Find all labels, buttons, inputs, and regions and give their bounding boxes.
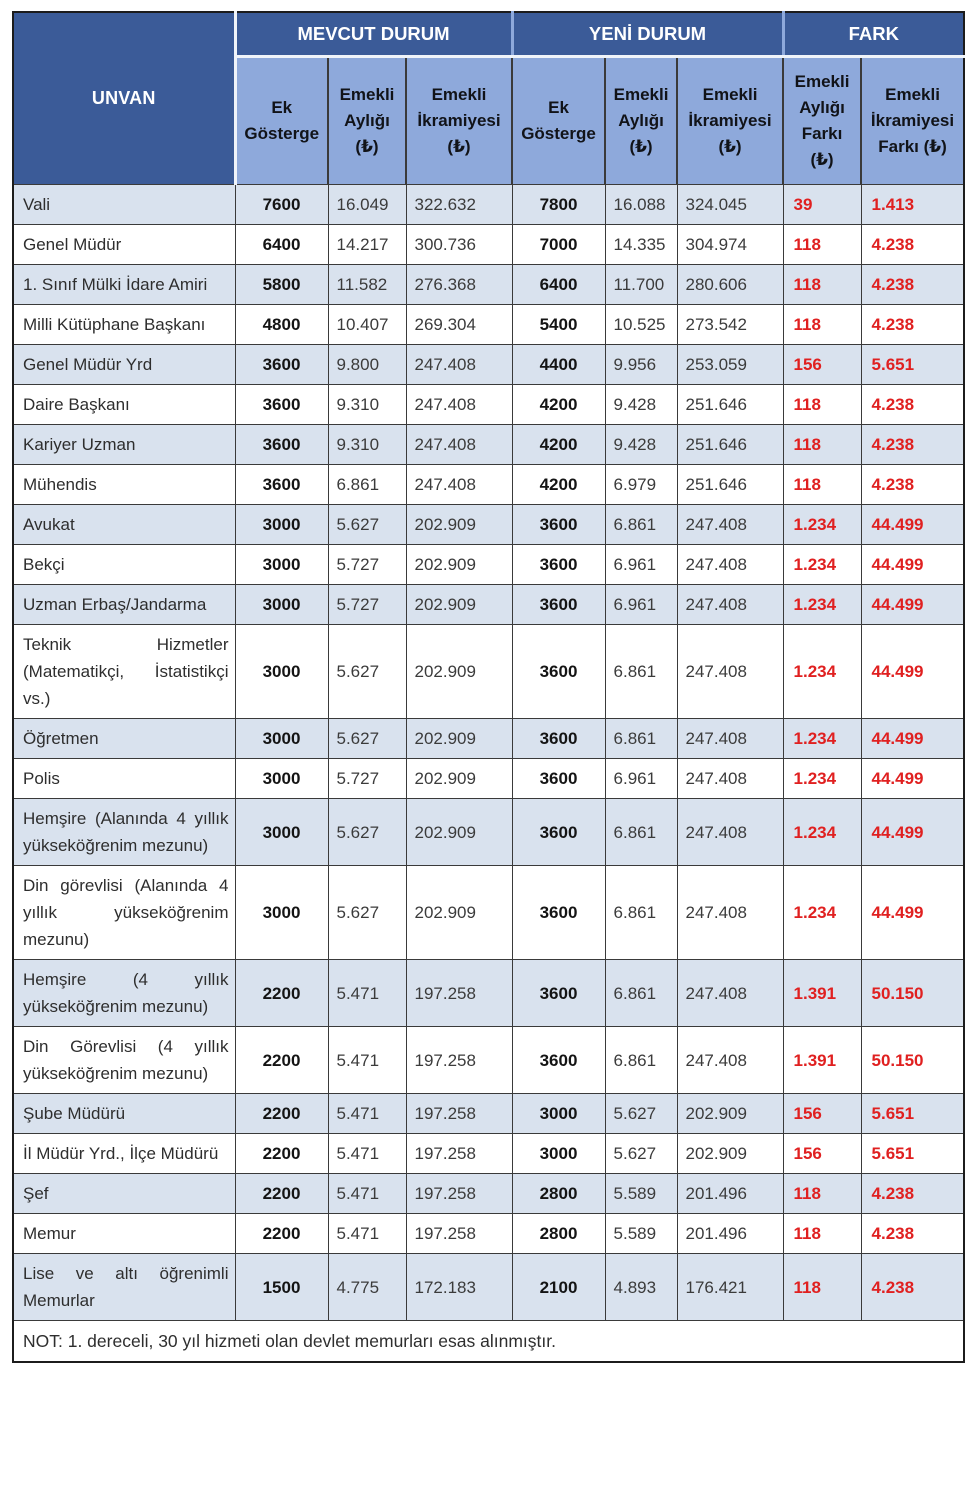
cell-mevcut-ek-gosterge: 3600 [235, 345, 328, 385]
cell-yeni-emekli-ikramiyesi: 251.646 [677, 465, 783, 505]
cell-mevcut-emekli-ayligi: 5.727 [328, 759, 406, 799]
cell-yeni-emekli-ikramiyesi: 247.408 [677, 505, 783, 545]
cell-fark-emekli-ikramiyesi: 5.651 [861, 1134, 964, 1174]
cell-unvan: Hemşire (Alanında 4 yıllık yükseköğrenim mezunu) [13, 799, 235, 866]
cell-yeni-emekli-ayligi: 5.589 [605, 1174, 677, 1214]
table-row [13, 1094, 964, 1134]
cell-mevcut-emekli-ayligi: 5.627 [328, 719, 406, 759]
cell-mevcut-emekli-ikramiyesi: 202.909 [406, 759, 512, 799]
cell-mevcut-emekli-ikramiyesi: 202.909 [406, 719, 512, 759]
cell-mevcut-ek-gosterge: 2200 [235, 1094, 328, 1134]
cell-fark-emekli-ayligi: 1.234 [783, 585, 861, 625]
cell-unvan: Şef [13, 1174, 235, 1214]
cell-fark-emekli-ayligi: 118 [783, 465, 861, 505]
cell-mevcut-emekli-ayligi: 4.775 [328, 1254, 406, 1321]
cell-yeni-emekli-ikramiyesi: 280.606 [677, 265, 783, 305]
cell-mevcut-ek-gosterge: 3000 [235, 719, 328, 759]
cell-fark-emekli-ayligi: 156 [783, 1134, 861, 1174]
cell-mevcut-ek-gosterge: 2200 [235, 1134, 328, 1174]
table-row [13, 425, 964, 465]
cell-fark-emekli-ikramiyesi: 4.238 [861, 385, 964, 425]
cell-fark-emekli-ayligi: 118 [783, 1174, 861, 1214]
cell-yeni-ek-gosterge: 4200 [512, 385, 605, 425]
cell-unvan: İl Müdür Yrd., İlçe Müdürü [13, 1134, 235, 1174]
cell-yeni-emekli-ayligi: 6.861 [605, 505, 677, 545]
cell-yeni-ek-gosterge: 3600 [512, 625, 605, 719]
cell-unvan: Memur [13, 1214, 235, 1254]
cell-yeni-emekli-ayligi: 9.428 [605, 385, 677, 425]
cell-yeni-emekli-ayligi: 6.961 [605, 759, 677, 799]
cell-mevcut-ek-gosterge: 3600 [235, 385, 328, 425]
cell-fark-emekli-ayligi: 1.234 [783, 759, 861, 799]
table-row [13, 1174, 964, 1214]
column-header-fark-emekli-ikramiyesi: Emekli İkramiyesi Farkı (₺) [861, 57, 964, 185]
cell-unvan: Mühendis [13, 465, 235, 505]
cell-fark-emekli-ikramiyesi: 44.499 [861, 759, 964, 799]
cell-unvan: Şube Müdürü [13, 1094, 235, 1134]
cell-yeni-ek-gosterge: 3600 [512, 545, 605, 585]
table-row [13, 719, 964, 759]
cell-unvan: Öğretmen [13, 719, 235, 759]
cell-yeni-ek-gosterge: 3600 [512, 759, 605, 799]
cell-fark-emekli-ayligi: 1.391 [783, 1027, 861, 1094]
table-row [13, 1027, 964, 1094]
cell-mevcut-emekli-ikramiyesi: 202.909 [406, 799, 512, 866]
group-header-mevcut-durum: MEVCUT DURUM [235, 12, 512, 57]
cell-yeni-emekli-ikramiyesi: 201.496 [677, 1214, 783, 1254]
cell-fark-emekli-ayligi: 39 [783, 185, 861, 225]
cell-fark-emekli-ikramiyesi: 44.499 [861, 585, 964, 625]
cell-unvan: Genel Müdür [13, 225, 235, 265]
cell-fark-emekli-ayligi: 1.234 [783, 719, 861, 759]
cell-unvan: Din görevlisi (Alanında 4 yıllık yükseköğrenim mezunu) [13, 866, 235, 960]
cell-fark-emekli-ikramiyesi: 44.499 [861, 866, 964, 960]
table-row [13, 585, 964, 625]
cell-mevcut-emekli-ayligi: 5.727 [328, 545, 406, 585]
group-header-yeni-durum: YENİ DURUM [512, 12, 783, 57]
cell-mevcut-ek-gosterge: 6400 [235, 225, 328, 265]
cell-yeni-emekli-ayligi: 6.861 [605, 1027, 677, 1094]
footnote-text: NOT: 1. dereceli, 30 yıl hizmeti olan devlet memurları esas alınmıştır. [13, 1321, 964, 1363]
cell-mevcut-ek-gosterge: 5800 [235, 265, 328, 305]
cell-yeni-ek-gosterge: 7000 [512, 225, 605, 265]
table-row [13, 385, 964, 425]
cell-mevcut-emekli-ayligi: 5.471 [328, 1027, 406, 1094]
cell-yeni-ek-gosterge: 2100 [512, 1254, 605, 1321]
table-row [13, 960, 964, 1027]
cell-mevcut-emekli-ikramiyesi: 197.258 [406, 1134, 512, 1174]
cell-fark-emekli-ikramiyesi: 4.238 [861, 305, 964, 345]
cell-fark-emekli-ikramiyesi: 4.238 [861, 1254, 964, 1321]
cell-fark-emekli-ikramiyesi: 44.499 [861, 719, 964, 759]
cell-fark-emekli-ikramiyesi: 44.499 [861, 505, 964, 545]
cell-mevcut-emekli-ayligi: 5.727 [328, 585, 406, 625]
cell-yeni-emekli-ayligi: 9.428 [605, 425, 677, 465]
cell-mevcut-emekli-ayligi: 9.310 [328, 425, 406, 465]
cell-mevcut-emekli-ikramiyesi: 202.909 [406, 625, 512, 719]
cell-fark-emekli-ayligi: 118 [783, 225, 861, 265]
table-row [13, 185, 964, 225]
salary-comparison-table [12, 11, 965, 1363]
cell-yeni-emekli-ayligi: 6.861 [605, 866, 677, 960]
cell-yeni-ek-gosterge: 4200 [512, 425, 605, 465]
cell-fark-emekli-ayligi: 118 [783, 265, 861, 305]
cell-fark-emekli-ikramiyesi: 4.238 [861, 465, 964, 505]
cell-unvan: Polis [13, 759, 235, 799]
table-row [13, 1254, 964, 1321]
cell-yeni-ek-gosterge: 3600 [512, 799, 605, 866]
table-row [13, 225, 964, 265]
cell-mevcut-emekli-ayligi: 14.217 [328, 225, 406, 265]
cell-mevcut-ek-gosterge: 2200 [235, 960, 328, 1027]
cell-unvan: Din Görevlisi (4 yıllık yükseköğrenim mezunu) [13, 1027, 235, 1094]
cell-yeni-emekli-ayligi: 11.700 [605, 265, 677, 305]
table-row [13, 465, 964, 505]
table-row [13, 505, 964, 545]
cell-mevcut-ek-gosterge: 4800 [235, 305, 328, 345]
cell-mevcut-ek-gosterge: 3600 [235, 465, 328, 505]
cell-mevcut-emekli-ikramiyesi: 172.183 [406, 1254, 512, 1321]
cell-yeni-ek-gosterge: 5400 [512, 305, 605, 345]
cell-unvan: 1. Sınıf Mülki İdare Amiri [13, 265, 235, 305]
column-header-yeni-emekli-ayligi: Emekli Aylığı (₺) [605, 57, 677, 185]
cell-mevcut-emekli-ikramiyesi: 276.368 [406, 265, 512, 305]
cell-unvan: Daire Başkanı [13, 385, 235, 425]
cell-yeni-emekli-ikramiyesi: 251.646 [677, 425, 783, 465]
table-row [13, 345, 964, 385]
cell-fark-emekli-ayligi: 1.234 [783, 799, 861, 866]
cell-mevcut-emekli-ayligi: 16.049 [328, 185, 406, 225]
cell-fark-emekli-ikramiyesi: 50.150 [861, 960, 964, 1027]
cell-fark-emekli-ayligi: 1.234 [783, 866, 861, 960]
cell-fark-emekli-ikramiyesi: 44.499 [861, 799, 964, 866]
cell-yeni-emekli-ayligi: 5.589 [605, 1214, 677, 1254]
cell-mevcut-ek-gosterge: 3000 [235, 505, 328, 545]
table-row [13, 1134, 964, 1174]
cell-mevcut-emekli-ikramiyesi: 197.258 [406, 1027, 512, 1094]
cell-fark-emekli-ayligi: 118 [783, 1214, 861, 1254]
cell-yeni-ek-gosterge: 3000 [512, 1134, 605, 1174]
cell-fark-emekli-ikramiyesi: 44.499 [861, 625, 964, 719]
cell-mevcut-emekli-ayligi: 9.310 [328, 385, 406, 425]
cell-mevcut-emekli-ikramiyesi: 197.258 [406, 1174, 512, 1214]
cell-unvan: Vali [13, 185, 235, 225]
cell-yeni-emekli-ikramiyesi: 247.408 [677, 1027, 783, 1094]
cell-mevcut-emekli-ikramiyesi: 269.304 [406, 305, 512, 345]
cell-fark-emekli-ikramiyesi: 4.238 [861, 425, 964, 465]
cell-mevcut-emekli-ikramiyesi: 197.258 [406, 1094, 512, 1134]
cell-fark-emekli-ayligi: 1.391 [783, 960, 861, 1027]
cell-mevcut-emekli-ikramiyesi: 197.258 [406, 1214, 512, 1254]
cell-unvan: Milli Kütüphane Başkanı [13, 305, 235, 345]
cell-yeni-emekli-ayligi: 6.979 [605, 465, 677, 505]
cell-yeni-emekli-ayligi: 6.861 [605, 625, 677, 719]
cell-mevcut-emekli-ayligi: 5.627 [328, 799, 406, 866]
cell-mevcut-emekli-ikramiyesi: 247.408 [406, 425, 512, 465]
column-header-mevcut-ek-gosterge: Ek Gösterge [235, 57, 328, 185]
group-header-fark: FARK [783, 12, 964, 57]
cell-mevcut-emekli-ayligi: 10.407 [328, 305, 406, 345]
cell-mevcut-ek-gosterge: 3000 [235, 759, 328, 799]
cell-yeni-ek-gosterge: 2800 [512, 1174, 605, 1214]
cell-mevcut-emekli-ikramiyesi: 322.632 [406, 185, 512, 225]
cell-yeni-ek-gosterge: 3600 [512, 866, 605, 960]
cell-yeni-emekli-ayligi: 6.861 [605, 960, 677, 1027]
table-row [13, 265, 964, 305]
cell-yeni-emekli-ayligi: 16.088 [605, 185, 677, 225]
cell-fark-emekli-ikramiyesi: 4.238 [861, 1174, 964, 1214]
cell-fark-emekli-ayligi: 118 [783, 305, 861, 345]
cell-mevcut-ek-gosterge: 2200 [235, 1214, 328, 1254]
cell-yeni-emekli-ayligi: 5.627 [605, 1094, 677, 1134]
cell-yeni-emekli-ikramiyesi: 247.408 [677, 759, 783, 799]
cell-mevcut-ek-gosterge: 1500 [235, 1254, 328, 1321]
cell-mevcut-emekli-ikramiyesi: 202.909 [406, 505, 512, 545]
cell-fark-emekli-ayligi: 118 [783, 1254, 861, 1321]
cell-mevcut-emekli-ikramiyesi: 202.909 [406, 585, 512, 625]
table-body [13, 185, 964, 1321]
cell-mevcut-emekli-ikramiyesi: 202.909 [406, 866, 512, 960]
cell-mevcut-emekli-ikramiyesi: 300.736 [406, 225, 512, 265]
cell-mevcut-emekli-ayligi: 5.471 [328, 960, 406, 1027]
cell-yeni-emekli-ikramiyesi: 247.408 [677, 585, 783, 625]
cell-mevcut-ek-gosterge: 3000 [235, 545, 328, 585]
cell-yeni-emekli-ikramiyesi: 202.909 [677, 1094, 783, 1134]
cell-mevcut-ek-gosterge: 2200 [235, 1027, 328, 1094]
cell-yeni-emekli-ikramiyesi: 247.408 [677, 866, 783, 960]
cell-fark-emekli-ayligi: 118 [783, 425, 861, 465]
cell-mevcut-emekli-ayligi: 11.582 [328, 265, 406, 305]
cell-mevcut-emekli-ikramiyesi: 247.408 [406, 465, 512, 505]
cell-yeni-ek-gosterge: 4400 [512, 345, 605, 385]
table-row [13, 1214, 964, 1254]
cell-mevcut-emekli-ayligi: 5.627 [328, 625, 406, 719]
cell-fark-emekli-ayligi: 156 [783, 345, 861, 385]
cell-yeni-emekli-ayligi: 5.627 [605, 1134, 677, 1174]
cell-yeni-emekli-ikramiyesi: 202.909 [677, 1134, 783, 1174]
cell-mevcut-ek-gosterge: 3000 [235, 799, 328, 866]
cell-yeni-emekli-ayligi: 10.525 [605, 305, 677, 345]
cell-mevcut-emekli-ayligi: 5.471 [328, 1174, 406, 1214]
cell-mevcut-emekli-ayligi: 6.861 [328, 465, 406, 505]
note-row [13, 1321, 964, 1363]
cell-fark-emekli-ikramiyesi: 5.651 [861, 345, 964, 385]
cell-fark-emekli-ayligi: 156 [783, 1094, 861, 1134]
cell-yeni-ek-gosterge: 7800 [512, 185, 605, 225]
cell-yeni-emekli-ikramiyesi: 176.421 [677, 1254, 783, 1321]
cell-fark-emekli-ikramiyesi: 4.238 [861, 1214, 964, 1254]
cell-mevcut-emekli-ayligi: 5.627 [328, 866, 406, 960]
cell-yeni-emekli-ikramiyesi: 324.045 [677, 185, 783, 225]
column-header-yeni-emekli-ikramiyesi: Emekli İkramiyesi (₺) [677, 57, 783, 185]
cell-yeni-ek-gosterge: 3600 [512, 505, 605, 545]
cell-fark-emekli-ayligi: 1.234 [783, 505, 861, 545]
cell-unvan: Lise ve altı öğrenimli Memurlar [13, 1254, 235, 1321]
cell-fark-emekli-ikramiyesi: 5.651 [861, 1094, 964, 1134]
cell-mevcut-ek-gosterge: 3000 [235, 625, 328, 719]
table-footer [13, 1321, 964, 1363]
table-row [13, 759, 964, 799]
column-header-unvan: UNVAN [13, 12, 235, 185]
cell-yeni-emekli-ikramiyesi: 247.408 [677, 799, 783, 866]
cell-yeni-emekli-ayligi: 6.861 [605, 799, 677, 866]
cell-fark-emekli-ikramiyesi: 4.238 [861, 225, 964, 265]
cell-yeni-ek-gosterge: 2800 [512, 1214, 605, 1254]
table-row [13, 545, 964, 585]
cell-fark-emekli-ayligi: 118 [783, 385, 861, 425]
cell-fark-emekli-ikramiyesi: 44.499 [861, 545, 964, 585]
cell-fark-emekli-ikramiyesi: 1.413 [861, 185, 964, 225]
cell-yeni-emekli-ikramiyesi: 273.542 [677, 305, 783, 345]
cell-mevcut-ek-gosterge: 3600 [235, 425, 328, 465]
cell-yeni-emekli-ikramiyesi: 251.646 [677, 385, 783, 425]
cell-yeni-emekli-ikramiyesi: 247.408 [677, 960, 783, 1027]
table-row [13, 799, 964, 866]
cell-unvan: Kariyer Uzman [13, 425, 235, 465]
cell-yeni-emekli-ikramiyesi: 253.059 [677, 345, 783, 385]
cell-fark-emekli-ikramiyesi: 50.150 [861, 1027, 964, 1094]
cell-yeni-ek-gosterge: 3600 [512, 960, 605, 1027]
cell-yeni-emekli-ayligi: 6.961 [605, 585, 677, 625]
table-row [13, 305, 964, 345]
cell-mevcut-ek-gosterge: 3000 [235, 866, 328, 960]
cell-yeni-emekli-ikramiyesi: 201.496 [677, 1174, 783, 1214]
cell-unvan: Teknik Hizmetler (Matematikçi, İstatistikçi vs.) [13, 625, 235, 719]
table-row [13, 625, 964, 719]
cell-fark-emekli-ikramiyesi: 4.238 [861, 265, 964, 305]
cell-mevcut-emekli-ayligi: 5.471 [328, 1094, 406, 1134]
cell-yeni-emekli-ayligi: 4.893 [605, 1254, 677, 1321]
cell-unvan: Hemşire (4 yıllık yükseköğrenim mezunu) [13, 960, 235, 1027]
cell-yeni-ek-gosterge: 6400 [512, 265, 605, 305]
cell-mevcut-emekli-ikramiyesi: 247.408 [406, 345, 512, 385]
cell-mevcut-ek-gosterge: 7600 [235, 185, 328, 225]
cell-mevcut-ek-gosterge: 3000 [235, 585, 328, 625]
cell-yeni-emekli-ikramiyesi: 247.408 [677, 719, 783, 759]
table-row [13, 866, 964, 960]
cell-yeni-ek-gosterge: 3600 [512, 719, 605, 759]
cell-yeni-emekli-ayligi: 6.961 [605, 545, 677, 585]
cell-fark-emekli-ayligi: 1.234 [783, 545, 861, 585]
cell-yeni-ek-gosterge: 3600 [512, 1027, 605, 1094]
cell-yeni-ek-gosterge: 3600 [512, 585, 605, 625]
table-header [13, 12, 964, 185]
cell-mevcut-emekli-ikramiyesi: 247.408 [406, 385, 512, 425]
cell-yeni-emekli-ayligi: 14.335 [605, 225, 677, 265]
cell-yeni-ek-gosterge: 4200 [512, 465, 605, 505]
cell-yeni-emekli-ikramiyesi: 247.408 [677, 625, 783, 719]
cell-mevcut-emekli-ayligi: 5.471 [328, 1214, 406, 1254]
cell-mevcut-emekli-ayligi: 5.471 [328, 1134, 406, 1174]
column-header-yeni-ek-gosterge: Ek Gösterge [512, 57, 605, 185]
cell-yeni-ek-gosterge: 3000 [512, 1094, 605, 1134]
cell-yeni-emekli-ikramiyesi: 304.974 [677, 225, 783, 265]
column-header-mevcut-emekli-ayligi: Emekli Aylığı (₺) [328, 57, 406, 185]
cell-yeni-emekli-ayligi: 6.861 [605, 719, 677, 759]
cell-unvan: Bekçi [13, 545, 235, 585]
cell-unvan: Uzman Erbaş/Jandarma [13, 585, 235, 625]
cell-yeni-emekli-ikramiyesi: 247.408 [677, 545, 783, 585]
cell-mevcut-ek-gosterge: 2200 [235, 1174, 328, 1214]
header-group-row [13, 12, 964, 57]
cell-mevcut-emekli-ikramiyesi: 202.909 [406, 545, 512, 585]
cell-mevcut-emekli-ikramiyesi: 197.258 [406, 960, 512, 1027]
column-header-fark-emekli-ayligi: Emekli Aylığı Farkı (₺) [783, 57, 861, 185]
cell-mevcut-emekli-ayligi: 5.627 [328, 505, 406, 545]
cell-mevcut-emekli-ayligi: 9.800 [328, 345, 406, 385]
cell-yeni-emekli-ayligi: 9.956 [605, 345, 677, 385]
cell-unvan: Avukat [13, 505, 235, 545]
column-header-mevcut-emekli-ikramiyesi: Emekli İkramiyesi (₺) [406, 57, 512, 185]
cell-unvan: Genel Müdür Yrd [13, 345, 235, 385]
cell-fark-emekli-ayligi: 1.234 [783, 625, 861, 719]
